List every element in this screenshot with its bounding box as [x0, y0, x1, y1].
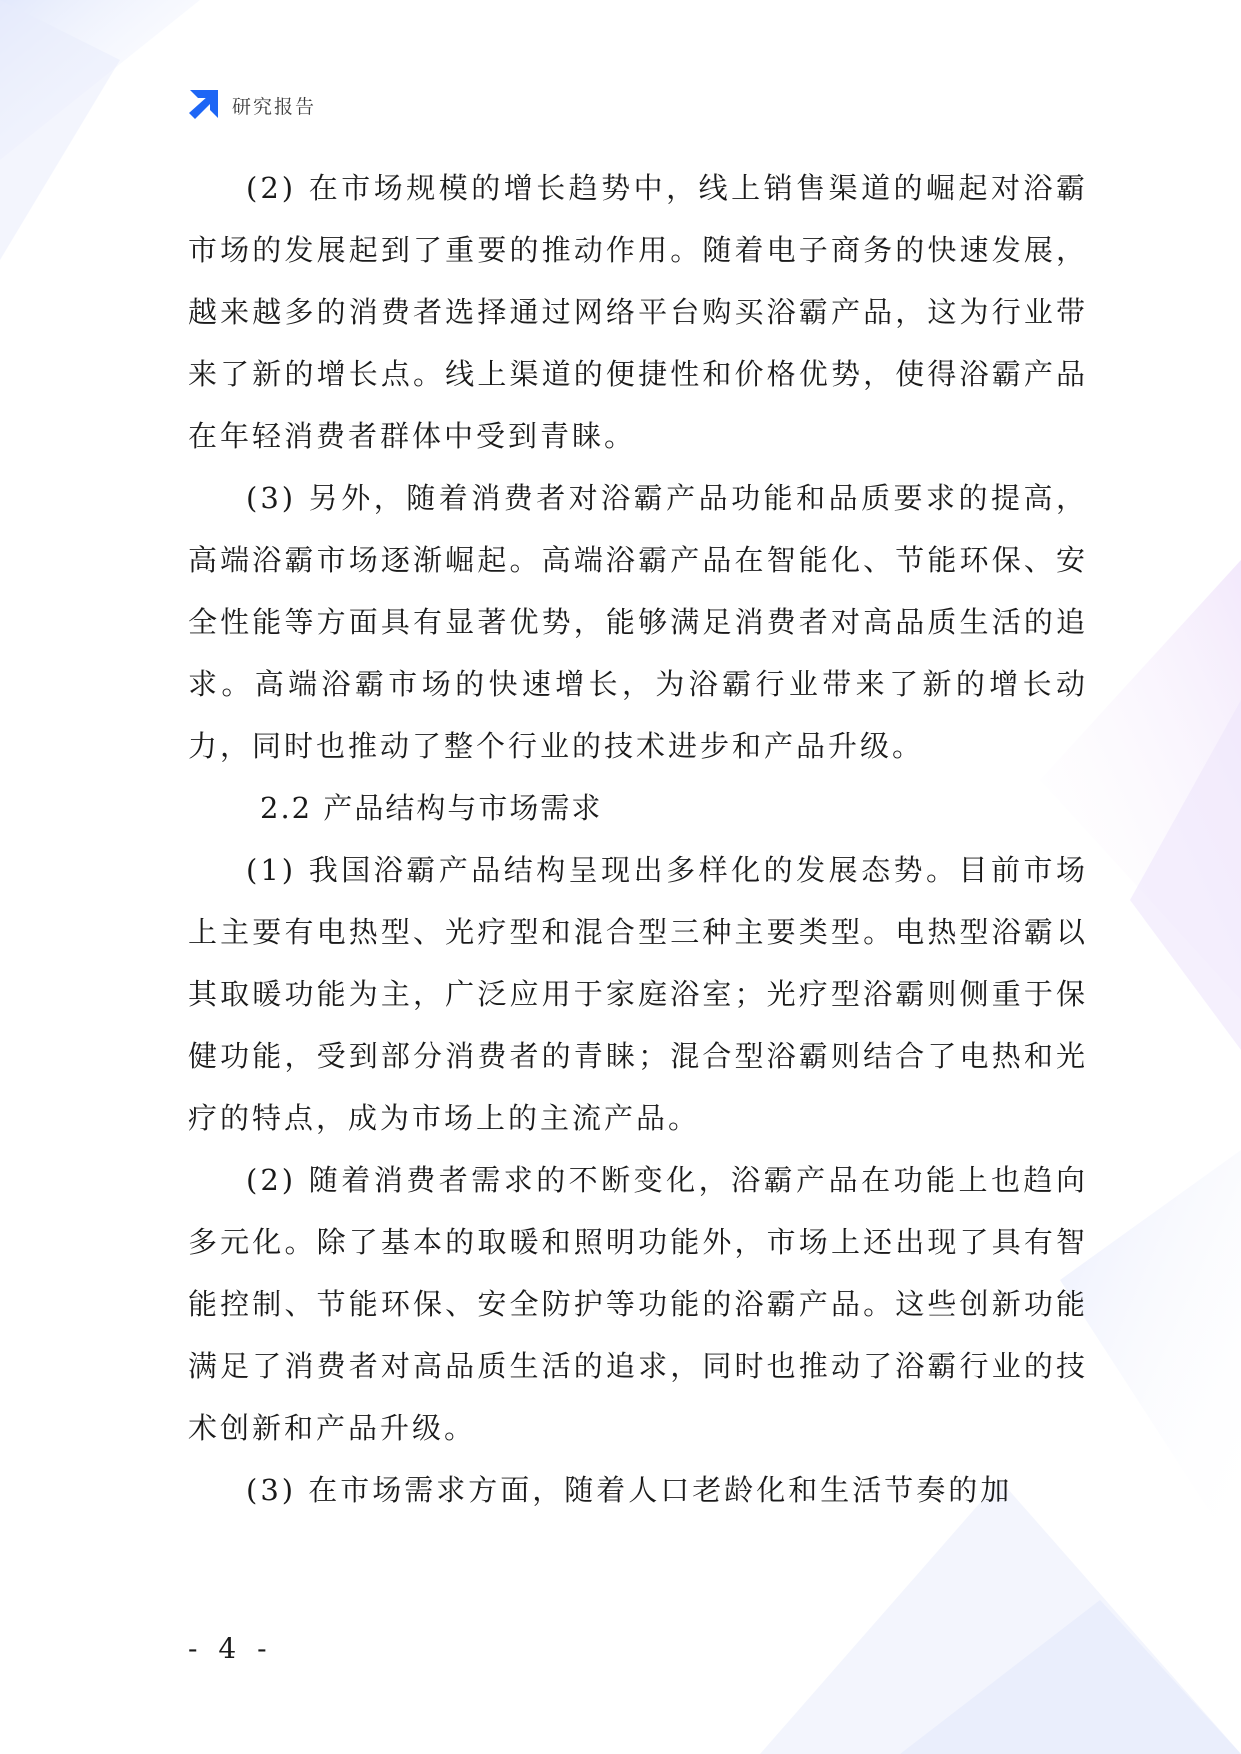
paragraph: (3) 在市场需求方面，随着人口老龄化和生活节奏的加 — [246, 1473, 1013, 1507]
report-header — [186, 88, 316, 122]
paragraph: (2) 在市场规模的增长趋势中，线上销售渠道的崛起对浴霸市场的发展起到了重要的推动作用。随着电子商务的快速发展，越来越多的消费者选择通过网络平台购买浴霸产品，这为行业带来了新的增长点。线上渠道的便捷性和价格优势，使得浴霸产品在年轻消费者群体中受到青睐。 — [188, 171, 1088, 453]
report-body — [188, 157, 1088, 1521]
paragraph: (3) 另外，随着消费者对浴霸产品功能和品质要求的提高，高端浴霸市场逐渐崛起。高端浴霸产品在智能化、节能环保、安全性能等方面具有显著优势，能够满足消费者对高品质生活的追求。高端浴霸市场的快速增长，为浴霸行业带来了新的增长动力，同时也推动了整个行业的技术进步和产品升级。 — [188, 481, 1088, 763]
header-title: 研究报告 — [232, 95, 317, 118]
page-number: - 4 - — [188, 1632, 273, 1665]
paragraph: (1) 我国浴霸产品结构呈现出多样化的发展态势。目前市场上主要有电热型、光疗型和混合型三种主要类型。电热型浴霸以其取暖功能为主，广泛应用于家庭浴室；光疗型浴霸则侧重于保健功能，受到部分消费者的青睐；混合型浴霸则结合了电热和光疗的特点，成为市场上的主流产品。 — [188, 853, 1088, 1135]
arrow-up-right-logo-icon — [186, 88, 220, 122]
section-heading: 2.2 产品结构与市场需求 — [260, 791, 603, 825]
paragraph: (2) 随着消费者需求的不断变化，浴霸产品在功能上也趋向多元化。除了基本的取暖和照明功能外，市场上还出现了具有智能控制、节能环保、安全防护等功能的浴霸产品。这些创新功能满足了消费者对高品质生活的追求，同时也推动了浴霸行业的技术创新和产品升级。 — [188, 1163, 1088, 1445]
